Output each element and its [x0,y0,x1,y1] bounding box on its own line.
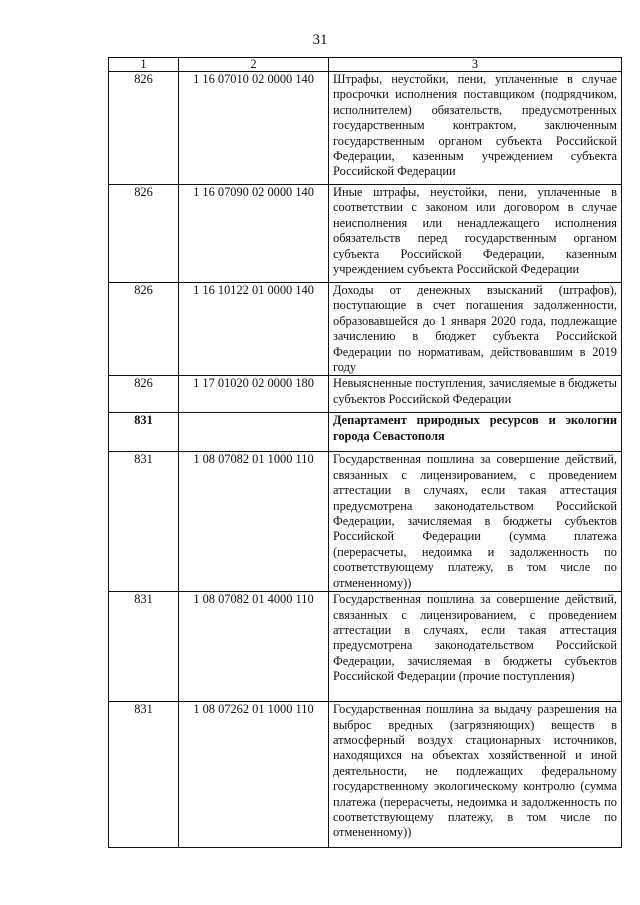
admin-code-cell: 831 [109,592,179,702]
budget-code-cell: 1 17 01020 02 0000 180 [179,376,329,413]
budget-code-cell: 1 08 07082 01 1000 110 [179,452,329,592]
income-name-cell: Государственная пошлина за совершение действий, связанных с лицензированием, с проведением аттестации в случаях, если такая аттестация предусмотрена законодательством Российской Федерации, зачисляемая в бюджеты субъектов Российской Федерации (сумма платежа (перерасчеты, недоимка и задолженность по соответствующему платежу, в том числе по отмененному)) [329,452,622,592]
budget-code-cell: 1 08 07082 01 4000 110 [179,592,329,702]
column-header-2: 2 [179,58,329,72]
admin-code-cell: 826 [109,185,179,283]
budget-code-cell: 1 16 10122 01 0000 140 [179,283,329,376]
table-row [109,592,622,702]
budget-code-cell: 1 08 07262 01 1000 110 [179,702,329,848]
admin-code-cell: 831 [109,452,179,592]
column-header-1: 1 [109,58,179,72]
budget-code-cell: 1 16 07010 02 0000 140 [179,72,329,185]
income-name-cell: Штрафы, неустойки, пени, уплаченные в случае просрочки исполнения поставщиком (подрядчиком, исполнителем) обязательств, предусмотренных государственным контрактом, заключенным государственным органом субъекта Российской Федерации, казенным учреждением субъекта Российской Федерации [329,72,622,185]
table-row [109,283,622,376]
department-row [109,413,622,452]
admin-code-cell: 826 [109,376,179,413]
budget-code-cell: 1 16 07090 02 0000 140 [179,185,329,283]
page-number: 31 [312,32,328,48]
admin-code-cell: 826 [109,283,179,376]
budget-classification-table [108,57,622,848]
income-name-cell: Доходы от денежных взысканий (штрафов), поступающие в счет погашения задолженности, образовавшейся до 1 января 2020 года, подлежащие зачислению в бюджет субъекта Российской Федерации по нормативам, действовавшим в 2019 году [329,283,622,376]
admin-code-cell: 831 [109,413,179,452]
admin-code-cell: 826 [109,72,179,185]
table-row [109,185,622,283]
table-row [109,72,622,185]
table-row [109,376,622,413]
income-name-cell: Государственная пошлина за совершение действий, связанных с лицензированием, с проведением аттестации в случаях, если такая аттестация предусмотрена законодательством Российской Федерации, зачисляемая в бюджеты субъектов Российской Федерации (прочие поступления) [329,592,622,702]
income-name-cell: Государственная пошлина за выдачу разрешения на выброс вредных (загрязняющих) веществ в атмосферный воздух стационарных источников, находящихся на объектах хозяйственной и иной деятельности, не подлежащих федеральному государственному экологическому контролю (сумма платежа (перерасчеты, недоимка и задолженность по соответствующему платежу, в том числе по отмененному)) [329,702,622,848]
column-header-3: 3 [329,58,622,72]
table-row [109,452,622,592]
budget-code-cell [179,413,329,452]
department-name-cell: Департамент природных ресурсов и экологии города Севастополя [329,413,622,452]
income-name-cell: Невыясненные поступления, зачисляемые в бюджеты субъектов Российской Федерации [329,376,622,413]
table-header-row [109,58,622,72]
table-row [109,702,622,848]
income-name-cell: Иные штрафы, неустойки, пени, уплаченные в соответствии с законом или договором в случае неисполнения или ненадлежащего исполнения обязательств перед государственным органом субъекта Российской Федерации, казенным учреждением субъекта Российской Федерации [329,185,622,283]
admin-code-cell: 831 [109,702,179,848]
